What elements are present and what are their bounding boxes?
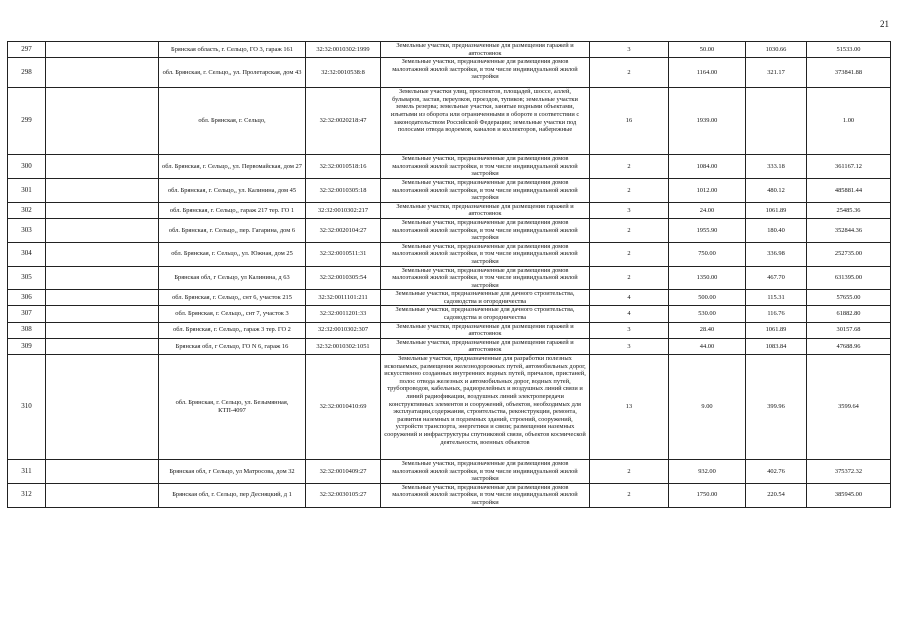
group-cell: 2 xyxy=(590,155,669,179)
area-cell: 28.40 xyxy=(669,322,746,338)
land-plots-table xyxy=(7,41,891,508)
cadastral-value-cell: 485881.44 xyxy=(807,178,891,202)
cadastral-value-cell: 47688.96 xyxy=(807,338,891,354)
area-cell: 1164.00 xyxy=(669,58,746,88)
specific-value-cell: 1083.84 xyxy=(746,338,807,354)
cadastral-value-cell: 352844.36 xyxy=(807,218,891,242)
group-cell: 2 xyxy=(590,483,669,507)
cadastral-number-cell: 32:32:0010511:31 xyxy=(306,242,381,266)
table-row xyxy=(8,202,891,218)
area-cell: 1939.00 xyxy=(669,88,746,155)
address-cell: обл. Брянская, г. Сельцо,, снт 7, участок 3 xyxy=(159,306,306,322)
cadastral-value-cell: 61882.80 xyxy=(807,306,891,322)
group-cell: 3 xyxy=(590,42,669,58)
address-cell: обл. Брянская, г. Сельцо,, ул. Южная, дом 25 xyxy=(159,242,306,266)
group-cell: 2 xyxy=(590,58,669,88)
row-number: 311 xyxy=(8,460,46,484)
land-use-cell: Земельные участки, предназначенные для размещения домов малоэтажной жилой застройки, в том числе индивидуальной жилой застройки xyxy=(381,242,590,266)
table-row xyxy=(8,338,891,354)
land-use-cell: Земельные участки, предназначенные для размещения домов малоэтажной жилой застройки, в том числе индивидуальной жилой застройки xyxy=(381,266,590,290)
cadastral-number-cell: 32:32:0011201:33 xyxy=(306,306,381,322)
area-cell: 1012.00 xyxy=(669,178,746,202)
cadastral-number-cell: 32:32:0010410:69 xyxy=(306,355,381,460)
group-cell: 2 xyxy=(590,242,669,266)
group-cell: 2 xyxy=(590,178,669,202)
table-row xyxy=(8,460,891,484)
row-number: 299 xyxy=(8,88,46,155)
area-cell: 24.00 xyxy=(669,202,746,218)
cadastral-number-cell: 32:32:0030105:27 xyxy=(306,483,381,507)
address-cell: Брянская обл, г. Сельцо, пер Десняцкий, д 1 xyxy=(159,483,306,507)
table-row xyxy=(8,155,891,179)
blank-cell xyxy=(46,290,159,306)
row-number: 312 xyxy=(8,483,46,507)
blank-cell xyxy=(46,88,159,155)
area-cell: 500.00 xyxy=(669,290,746,306)
specific-value-cell: 1030.66 xyxy=(746,42,807,58)
land-use-cell: Земельные участки улиц, проспектов, площадей, шоссе, аллей, бульваров, застав, переулков, проездов, тупиков; земельные участки земель резерва; земельные участки, занятые водными объектами, изъятыми из оборота или ограниченными в обороте в соответствии с законодательством Российской Федерации; земельные участки под полосами отвода водоемов, каналов и коллекторов, набережные xyxy=(381,88,590,155)
cadastral-number-cell: 32:32:0020218:47 xyxy=(306,88,381,155)
group-cell: 13 xyxy=(590,355,669,460)
row-number: 304 xyxy=(8,242,46,266)
blank-cell xyxy=(46,42,159,58)
row-number: 297 xyxy=(8,42,46,58)
cadastral-number-cell: 32:32:0010518:16 xyxy=(306,155,381,179)
address-cell: Брянская обл, г Сельцо, ул Калинина, д 63 xyxy=(159,266,306,290)
address-cell: обл. Брянская, г. Сельцо,, пер. Гагарина, дом 6 xyxy=(159,218,306,242)
group-cell: 3 xyxy=(590,338,669,354)
group-cell: 3 xyxy=(590,322,669,338)
address-cell: обл. Брянская, г. Сельцо, xyxy=(159,88,306,155)
land-use-cell: Земельные участки, предназначенные для размещения гаражей и автостоянок xyxy=(381,338,590,354)
cadastral-value-cell: 361167.12 xyxy=(807,155,891,179)
cadastral-number-cell: 32:32:0010409:27 xyxy=(306,460,381,484)
cadastral-value-cell: 57655.00 xyxy=(807,290,891,306)
cadastral-number-cell: 32:32:0010302:1051 xyxy=(306,338,381,354)
blank-cell xyxy=(46,202,159,218)
cadastral-number-cell: 32:32:0010538:8 xyxy=(306,58,381,88)
blank-cell xyxy=(46,58,159,88)
land-use-cell: Земельные участки, предназначенные для размещения гаражей и автостоянок xyxy=(381,322,590,338)
land-use-cell: Земельные участки, предназначенные для размещения домов малоэтажной жилой застройки, в том числе индивидуальной жилой застройки xyxy=(381,178,590,202)
specific-value-cell: 336.98 xyxy=(746,242,807,266)
specific-value-cell: 399.96 xyxy=(746,355,807,460)
specific-value-cell: 1061.89 xyxy=(746,322,807,338)
table-row xyxy=(8,42,891,58)
land-use-cell: Земельные участки, предназначенные для размещения домов малоэтажной жилой застройки, в том числе индивидуальной жилой застройки xyxy=(381,155,590,179)
cadastral-number-cell: 32:32:0010302:217 xyxy=(306,202,381,218)
row-number: 301 xyxy=(8,178,46,202)
blank-cell xyxy=(46,460,159,484)
specific-value-cell: 220.54 xyxy=(746,483,807,507)
table-row xyxy=(8,322,891,338)
row-number: 306 xyxy=(8,290,46,306)
land-use-cell: Земельные участки, предназначенные для размещения домов малоэтажной жилой застройки, в том числе индивидуальной жилой застройки xyxy=(381,58,590,88)
blank-cell xyxy=(46,355,159,460)
area-cell: 1350.00 xyxy=(669,266,746,290)
blank-cell xyxy=(46,155,159,179)
row-number: 303 xyxy=(8,218,46,242)
specific-value-cell: 480.12 xyxy=(746,178,807,202)
blank-cell xyxy=(46,242,159,266)
land-use-cell: Земельные участки, предназначенные для размещения домов малоэтажной жилой застройки, в том числе индивидуальной жилой застройки xyxy=(381,483,590,507)
address-cell: обл. Брянская, г. Сельцо,, ул. Пролетарская, дом 43 xyxy=(159,58,306,88)
row-number: 310 xyxy=(8,355,46,460)
cadastral-number-cell: 32:32:0020104:27 xyxy=(306,218,381,242)
table-row xyxy=(8,218,891,242)
row-number: 298 xyxy=(8,58,46,88)
row-number: 307 xyxy=(8,306,46,322)
specific-value-cell xyxy=(746,88,807,155)
address-cell: обл. Брянская, г. Сельцо, ул. Безымянная, КТП-4097 xyxy=(159,355,306,460)
group-cell: 4 xyxy=(590,290,669,306)
table-row xyxy=(8,266,891,290)
table-row xyxy=(8,290,891,306)
row-number: 308 xyxy=(8,322,46,338)
specific-value-cell: 1061.89 xyxy=(746,202,807,218)
land-use-cell: Земельные участки, предназначенные для размещения домов малоэтажной жилой застройки, в том числе индивидуальной жилой застройки xyxy=(381,460,590,484)
table-row xyxy=(8,483,891,507)
blank-cell xyxy=(46,266,159,290)
row-number: 305 xyxy=(8,266,46,290)
land-use-cell: Земельные участки, предназначенные для размещения гаражей и автостоянок xyxy=(381,202,590,218)
group-cell: 3 xyxy=(590,202,669,218)
group-cell: 16 xyxy=(590,88,669,155)
blank-cell xyxy=(46,178,159,202)
row-number: 309 xyxy=(8,338,46,354)
cadastral-value-cell: 1.00 xyxy=(807,88,891,155)
blank-cell xyxy=(46,218,159,242)
specific-value-cell: 180.40 xyxy=(746,218,807,242)
row-number: 300 xyxy=(8,155,46,179)
blank-cell xyxy=(46,483,159,507)
cadastral-value-cell: 631395.00 xyxy=(807,266,891,290)
cadastral-value-cell: 252735.00 xyxy=(807,242,891,266)
specific-value-cell: 333.18 xyxy=(746,155,807,179)
cadastral-number-cell: 32:32:0010305:54 xyxy=(306,266,381,290)
cadastral-number-cell: 32:32:0010302:1999 xyxy=(306,42,381,58)
group-cell: 4 xyxy=(590,306,669,322)
cadastral-value-cell: 373841.88 xyxy=(807,58,891,88)
cadastral-value-cell: 25485.36 xyxy=(807,202,891,218)
area-cell: 1750.00 xyxy=(669,483,746,507)
table-row xyxy=(8,58,891,88)
area-cell: 9.00 xyxy=(669,355,746,460)
area-cell: 44.00 xyxy=(669,338,746,354)
table-body xyxy=(8,42,891,508)
land-use-cell: Земельные участки, предназначенные для дачного строительства, садоводства и огородничества xyxy=(381,290,590,306)
area-cell: 1955.90 xyxy=(669,218,746,242)
area-cell: 530.00 xyxy=(669,306,746,322)
address-cell: обл. Брянская, г. Сельцо,, гараж 3 тер. ГО 2 xyxy=(159,322,306,338)
table-row xyxy=(8,306,891,322)
address-cell: Брянская обл, г Сельцо, ГО N 6, гараж 16 xyxy=(159,338,306,354)
cadastral-value-cell: 385945.00 xyxy=(807,483,891,507)
area-cell: 1084.00 xyxy=(669,155,746,179)
address-cell: обл. Брянская, г. Сельцо,, снт 6, участок 215 xyxy=(159,290,306,306)
group-cell: 2 xyxy=(590,218,669,242)
group-cell: 2 xyxy=(590,266,669,290)
address-cell: Брянская обл, г Сельцо, ул Матросова, дом 32 xyxy=(159,460,306,484)
row-number: 302 xyxy=(8,202,46,218)
cadastral-number-cell: 32:32:0011101:211 xyxy=(306,290,381,306)
blank-cell xyxy=(46,322,159,338)
specific-value-cell: 115.31 xyxy=(746,290,807,306)
specific-value-cell: 402.76 xyxy=(746,460,807,484)
cadastral-number-cell: 32:32:0010305:18 xyxy=(306,178,381,202)
blank-cell xyxy=(46,338,159,354)
specific-value-cell: 116.76 xyxy=(746,306,807,322)
address-cell: обл. Брянская, г. Сельцо,, гараж 217 тер. ГО 1 xyxy=(159,202,306,218)
cadastral-value-cell: 30157.68 xyxy=(807,322,891,338)
address-cell: обл. Брянская, г. Сельцо,, ул. Первомайская, дом 27 xyxy=(159,155,306,179)
area-cell: 932.00 xyxy=(669,460,746,484)
blank-cell xyxy=(46,306,159,322)
land-use-cell: Земельные участки, предназначенные для размещения гаражей и автостоянок xyxy=(381,42,590,58)
cadastral-value-cell: 51533.00 xyxy=(807,42,891,58)
address-cell: обл. Брянская, г. Сельцо,, ул. Калинина, дом 45 xyxy=(159,178,306,202)
cadastral-value-cell: 3599.64 xyxy=(807,355,891,460)
cadastral-number-cell: 32:32:0010302:307 xyxy=(306,322,381,338)
specific-value-cell: 467.70 xyxy=(746,266,807,290)
specific-value-cell: 321.17 xyxy=(746,58,807,88)
table-row xyxy=(8,355,891,460)
cadastral-value-cell: 375372.32 xyxy=(807,460,891,484)
table-row xyxy=(8,88,891,155)
land-use-cell: Земельные участки, предназначенные для разработки полезных ископаемых, размещения железнодорожных путей, автомобильных дорог, искусственно созданных внутренних водных путей, причалов, пристаней, полос отвода железных и автомобильных дорог, водных путей, трубопроводов, кабельных, радиорелейных и воздушных линий связи и линий радиофикации, воздушных линий электропередачи конструктивных элементов и сооружений, объектов, необходимых для эксплуатации,содержания, строительства, реконструкции, ремонта, развития наземных и подземных зданий, строений, сооружений, устройств транспорта, энергетики и связи; размещения наземных сооружений и инфраструктуры спутниковой связи, объектов космической деятельности, военных объектов xyxy=(381,355,590,460)
address-cell: Брянская область, г. Сельцо, ГО 3, гараж 161 xyxy=(159,42,306,58)
area-cell: 50.00 xyxy=(669,42,746,58)
table-row xyxy=(8,178,891,202)
land-use-cell: Земельные участки, предназначенные для размещения домов малоэтажной жилой застройки, в том числе индивидуальной жилой застройки xyxy=(381,218,590,242)
page-number: 21 xyxy=(880,19,889,29)
land-use-cell: Земельные участки, предназначенные для дачного строительства, садоводства и огородничества xyxy=(381,306,590,322)
group-cell: 2 xyxy=(590,460,669,484)
area-cell: 750.00 xyxy=(669,242,746,266)
table-row xyxy=(8,242,891,266)
